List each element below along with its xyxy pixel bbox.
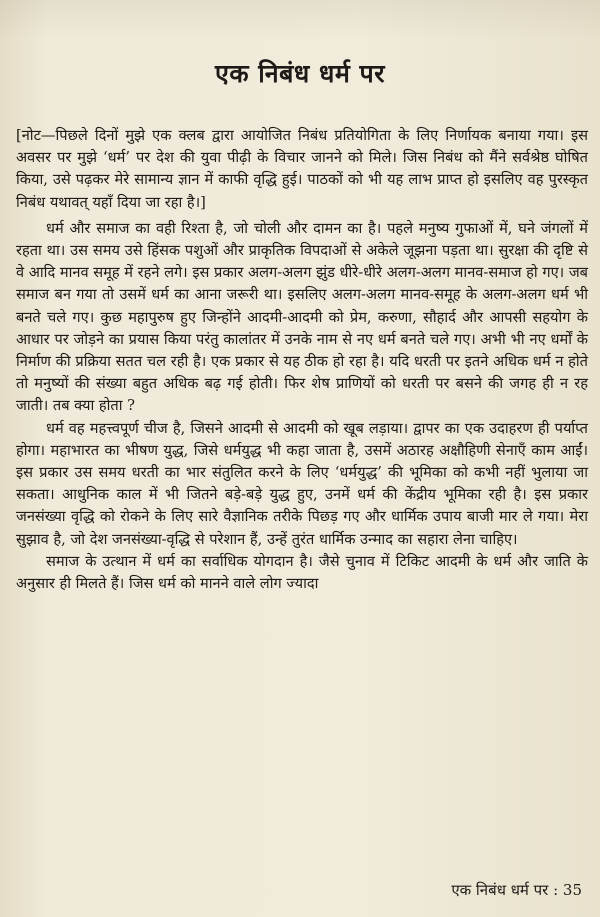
paragraph-3: समाज के उत्थान में धर्म का सर्वाधिक योगदान है। जैसे चुनाव में टिकिट आदमी के धर्म और जाति के अनुसार ही मिलते हैं। जिस धर्म को मानने वाले लोग ज्यादा: [16, 552, 588, 593]
running-footer: एक निबंध धर्म पर : 35: [451, 881, 582, 899]
page-title: एक निबंध धर्म पर: [215, 59, 385, 88]
paragraph-1: धर्म और समाज का वही रिश्ता है, जो चोली और दामन का है। पहले मनुष्य गुफाओं में, घने जंगलों में रहता था। उस समय उसे हिंसक पशुओं और प्राकृतिक विपदाओं से अकेले जूझना पड़ता था। सुरक्षा की दृष्टि से वे आदि मानव समूह में रहने लगे। इस प्रकार अलग-अलग झुंड धीरे-धीरे अलग-अलग मानव-समाज हो गए। जब समाज बन गया तो उसमें धर्म का आना जरूरी था। इसलिए अलग-अलग मानव-समूह के अलग-अलग धर्म भी बनते चले गए। कुछ महापुरुष हुए जिन्होंने आदमी-आदमी को प्रेम, करुणा, सौहार्द और आपसी सहयोग के आधार पर जोड़ने का प्रयास किया परंतु कालांतर में उनके नाम से नए धर्म बनते चले गए। अभी भी नए धर्मों के निर्माण की प्रक्रिया सतत चल रही है। एक प्रकार से यह ठीक हो रहा है। यदि धरती पर इतने अधिक धर्म न होते तो मनुष्यों की संख्या बहुत अधिक बढ़ गई होती। फिर शेष प्राणियों को धरती पर बसने की जगह ही न रह जाती। तब क्या होता ?: [16, 219, 588, 415]
essay-body: [16, 125, 588, 595]
page-top-shadow: [0, 0, 600, 40]
editor-note: [नोट—पिछले दिनों मुझे एक क्लब द्वारा आयोजित निबंध प्रतियोगिता के लिए निर्णायक बनाया गया। इस अवसर पर मुझे ‘धर्म’ पर देश की युवा पीढ़ी के विचार जानने को मिले। जिस निबंध को मैंने सर्वश्रेष्ठ घोषित किया, उसे पढ़कर मेरे सामान्य ज्ञान में काफी वृद्धि हुई। पाठकों को भी यह लाभ प्राप्त हो इसलिए वह पुरस्कृत निबंध यथावत् यहाँ दिया जा रहा है।]: [16, 127, 588, 211]
paragraph-2: धर्म वह महत्त्वपूर्ण चीज है, जिसने आदमी से आदमी को खूब लड़ाया। द्वापर का एक उदाहरण ही पर्याप्त होगा। महाभारत का भीषण युद्ध, जिसे धर्मयुद्ध भी कहा जाता है, उसमें अठारह अक्षौहिणी सेनाएँ काम आईं। इस प्रकार उस समय धरती का भार संतुलित करने के लिए ‘धर्मयुद्ध’ की भूमिका को कभी नहीं भुलाया जा सकता। आधुनिक काल में भी जितने बड़े-बड़े युद्ध हुए, उनमें धर्म की केंद्रीय भूमिका रही है। इस प्रकार जनसंख्या वृद्धि को रोकने के लिए सारे वैज्ञानिक तरीके पिछड़ गए और धार्मिक उपाय बाजी मार ले गया। मेरा सुझाव है, जो देश जनसंख्या-वृद्धि से परेशान हैं, उन्हें तुरंत धार्मिक उन्माद का सहारा लेना चाहिए।: [16, 419, 588, 548]
